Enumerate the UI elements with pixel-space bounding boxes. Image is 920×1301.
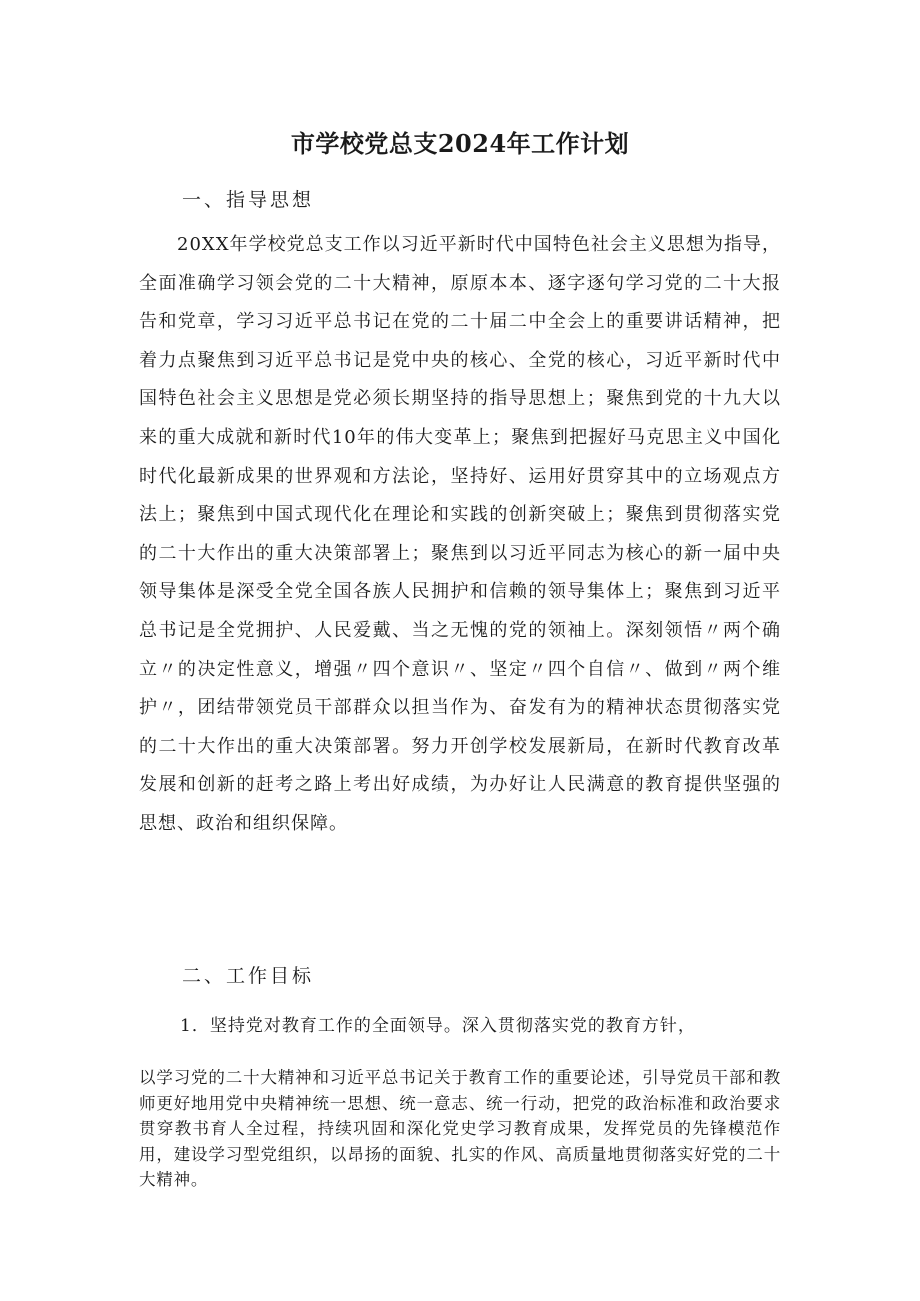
guiding-ideology-paragraph: 20XX年学校党总支工作以习近平新时代中国特色社会主义思想为指导，全面准确学习领会党的二十大精神，原原本本、逐字逐句学习党的二十大报告和党章，学习习近平总书记在党的二十届二中全会上的重要讲话精神，把着力点聚焦到习近平总书记是党中央的核心、全党的核心，习近平新时代中国特色社会主义思想是党必须长期坚持的指导思想上；聚焦到党的十九大以来的重大成就和新时代10年的伟大变革上；聚焦到把握好马克思主义中国化时代化最新成果的世界观和方法论，坚持好、运用好贯穿其中的立场观点方法上；聚焦到中国式现代化在理论和实践的创新突破上；聚焦到贯彻落实党的二十大作出的重大决策部署上；聚焦到以习近平同志为核心的新一届中央领导集体是深受全党全国各族人民拥护和信赖的领导集体上；聚焦到习近平总书记是全党拥护、人民爱戴、当之无愧的党的领袖上。深刻领悟〃两个确立〃的决定性意义，增强〃四个意识〃、坚定〃四个自信〃、做到〃两个维护〃，团结带领党员干部群众以担当作为、奋发有为的精神状态贯彻落实党的二十大作出的重大决策部署。努力开创学校发展新局，在新时代教育改革发展和创新的赶考之路上考出好成绩，为办好让人民满意的教育提供坚强的思想、政治和组织保障。	[139, 234, 781, 834]
section-heading-work-goals: 二、工作目标	[182, 965, 315, 987]
section-heading-guiding-ideology: 一、指导思想	[182, 189, 315, 211]
work-goal-item-1-lead: 1．坚持党对教育工作的全面领导。深入贯彻落实党的教育方针，	[180, 1016, 696, 1036]
document-title: 市学校党总支2024年工作计划	[290, 129, 630, 158]
work-goal-item-1-continuation: 以学习党的二十大精神和习近平总书记关于教育工作的重要论述，引导党员干部和教师更好地用党中央精神统一思想、统一意志、统一行动，把党的政治标准和政治要求贯穿教书育人全过程，持续巩固和深化党史学习教育成果，发挥党员的先锋模范作用，建设学习型党组织，以昂扬的面貌、扎实的作风、高质量地贯彻落实好党的二十大精神。	[139, 1068, 781, 1190]
